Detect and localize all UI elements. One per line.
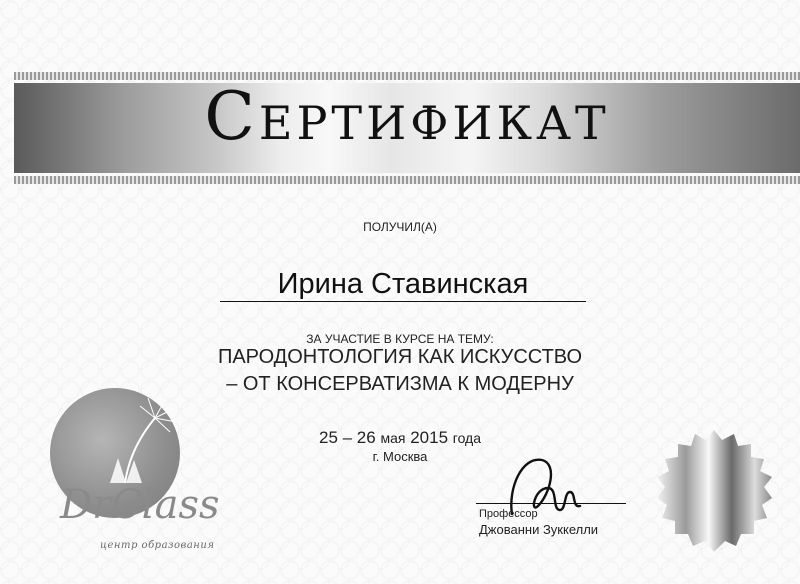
banner-bottom-strip <box>14 176 800 184</box>
title-banner <box>14 70 800 186</box>
date-year-word: года <box>452 430 481 446</box>
course-title-line-1: ПАРОДОНТОЛОГИЯ КАК ИСКУССТВО <box>217 346 583 368</box>
received-label: ПОЛУЧИЛ(А) <box>363 220 437 234</box>
seal <box>644 428 784 558</box>
course-title-line-2: – ОТ КОНСЕРВАТИЗМА К МОДЕРНУ <box>226 373 574 395</box>
signer-name: Джованни Зуккелли <box>479 522 599 537</box>
name-underline <box>220 301 586 302</box>
recipient-name: Ирина Ставинская <box>277 268 529 300</box>
logo-subtitle: центр образования <box>100 540 215 551</box>
drclass-logo <box>30 378 230 568</box>
certificate-title: Сертификат <box>204 78 610 155</box>
date-year: 2015 <box>410 428 449 447</box>
course-lead: ЗА УЧАСТИЕ В КУРСЕ НА ТЕМУ: <box>306 332 494 346</box>
date-range: 25 – 26 <box>319 428 376 447</box>
logo-brand: DrClass <box>60 482 220 528</box>
signature-line <box>476 503 626 504</box>
event-city: г. Москва <box>372 449 428 464</box>
date-month: мая <box>380 430 406 446</box>
signer-title: Профессор <box>479 508 538 520</box>
